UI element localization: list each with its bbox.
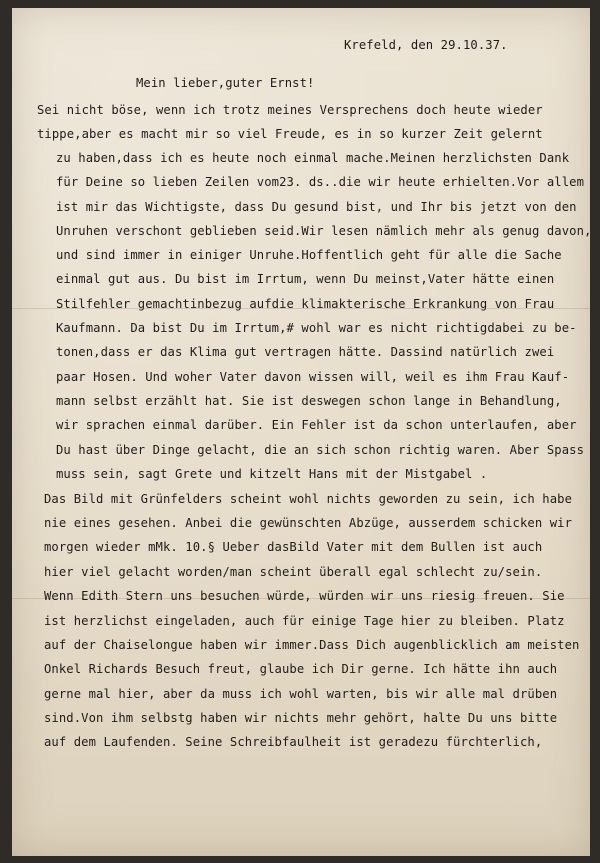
letter-line: nie eines gesehen. Anbei die gewünschten Abzüge, ausserdem schicken wir — [44, 516, 573, 530]
letter-line: für Deine so lieben Zeilen vom23. ds..die wir heute erhielten.Vor allem — [56, 175, 585, 189]
letter-line: Onkel Richards Besuch freut, glaube ich Dir gerne. Ich hätte ihn auch — [44, 662, 558, 676]
letter-line: Kaufmann. Da bist Du im Irrtum,# wohl war es nicht richtigdabei zu be- — [56, 321, 577, 335]
letter-line: gerne mal hier, aber da muss ich wohl warten, bis wir alle mal drüben — [44, 687, 558, 701]
letter-line: ist herzlichst eingeladen, auch für einige Tage hier zu bleiben. Platz — [44, 614, 565, 628]
letter-line: auf dem Laufenden. Seine Schreibfaulheit ist geradezu fürchterlich, — [44, 735, 543, 749]
letter-line: Sei nicht böse, wenn ich trotz meines Versprechens doch heute wieder — [37, 103, 543, 117]
letter-line: Stilfehler gemachtinbezug aufdie klimakterische Erkrankung von Frau — [56, 297, 555, 311]
letter-line: Wenn Edith Stern uns besuchen würde, würden wir uns riesig freuen. Sie — [44, 589, 565, 603]
letter-line: einmal gut aus. Du bist im Irrtum, wenn Du meinst,Vater hätte einen — [56, 272, 555, 286]
letter-line: paar Hosen. Und woher Vater davon wissen will, weil es ihm Frau Kauf- — [56, 370, 570, 384]
letter-line: ist mir das Wichtigste, dass Du gesund bist, und Ihr bis jetzt von den — [56, 200, 577, 214]
letter-line: wir sprachen einmal darüber. Ein Fehler ist da schon unterlaufen, aber — [56, 418, 577, 432]
typewritten-letter — [12, 8, 590, 856]
letter-line: sind.Von ihm selbstg haben wir nichts mehr gehört, halte Du uns bitte — [44, 711, 558, 725]
letter-page — [12, 8, 590, 856]
letter-line: morgen wieder mMk. 10.§ Ueber dasBild Vater mit dem Bullen ist auch — [44, 540, 543, 554]
letter-line: mann selbst erzählt hat. Sie ist deswegen schon lange in Behandlung, — [56, 394, 562, 408]
letter-line: Das Bild mit Grünfelders scheint wohl nichts geworden zu sein, ich habe — [44, 492, 573, 506]
letter-line: Du hast über Dinge gelacht, die an sich schon richtig waren. Aber Spass — [56, 443, 585, 457]
letter-greeting: Mein lieber,guter Ernst! — [136, 76, 315, 90]
letter-date: Krefeld, den 29.10.37. — [344, 38, 508, 52]
letter-line: zu haben,dass ich es heute noch einmal mache.Meinen herzlichsten Dank — [56, 151, 570, 165]
letter-line: hier viel gelacht worden/man scheint überall egal schlecht zu/sein. — [44, 565, 543, 579]
letter-line: muss sein, sagt Grete und kitzelt Hans mit der Mistgabel . — [56, 467, 488, 481]
letter-line: auf der Chaiselongue haben wir immer.Dass Dich augenblicklich am meisten — [44, 638, 580, 652]
letter-line: tippe,aber es macht mir so viel Freude, es in so kurzer Zeit gelernt — [37, 127, 543, 141]
letter-line: tonen,dass er das Klima gut vertragen hätte. Dassind natürlich zwei — [56, 345, 555, 359]
letter-line: und sind immer in einiger Unruhe.Hoffentlich geht für alle die Sache — [56, 248, 562, 262]
letter-line: Unruhen verschont geblieben seid.Wir lesen nämlich mehr als genug davon, — [56, 224, 592, 238]
